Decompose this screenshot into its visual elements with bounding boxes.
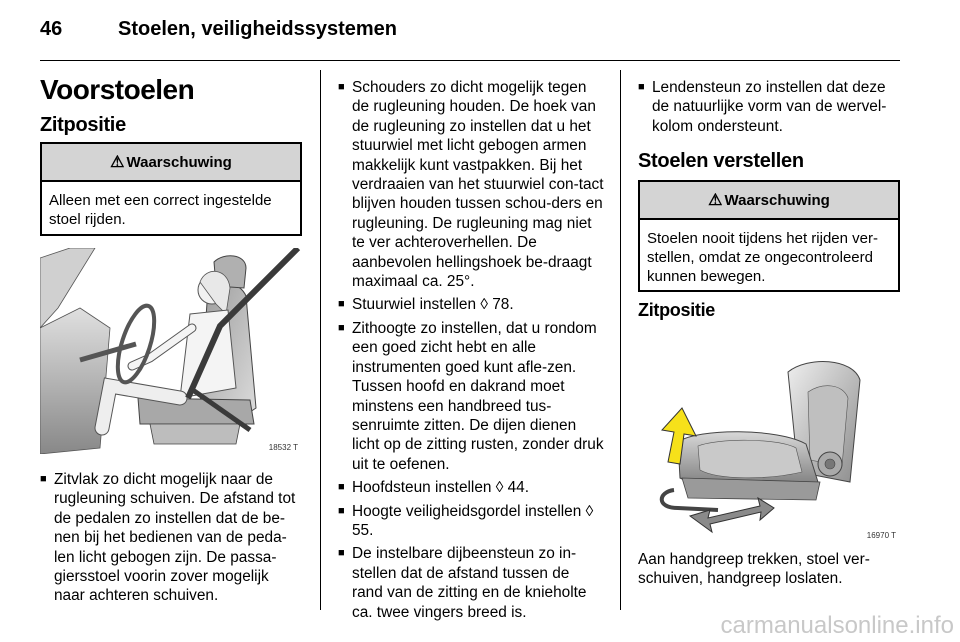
warning-box [638, 180, 900, 292]
driver-seat-illustration [40, 248, 302, 454]
bullet-list [638, 78, 900, 140]
page-title: Stoelen, veiligheidssystemen [118, 18, 397, 40]
list-item: ■ Hoofdsteun instellen ◊ 44. [338, 479, 530, 497]
bullet-square-icon: ■ [638, 81, 645, 93]
list-item: ■ Lendensteun zo instellen dat deze de natuurlijke vorm van de wervel-kolom ondersteunt. [638, 79, 887, 135]
warning-triangle-icon: ⚠ [708, 192, 723, 209]
figure-caption: Aan handgreep trekken, stoel ver-schuiven, handgreep loslaten. [638, 551, 870, 588]
bullet-square-icon: ■ [40, 473, 47, 485]
list-item: ■ Zithoogte zo instellen, dat u rondom een goed zicht hebt en alle instrumenten goed kunt afle-zen. Tussen hoofd en dakrand moet minstens een handbreed tus-senruimte zitten. De dijen dienen licht op de zitting rusten, zonder druk uit te oefenen. [338, 319, 604, 473]
subsection-title: Zitpositie [40, 114, 126, 136]
figure-seat-adjust [638, 332, 900, 542]
page-number: 46 [40, 18, 63, 40]
warning-title: Waarschuwing [724, 191, 830, 209]
bullet-square-icon: ■ [338, 481, 345, 494]
seat-adjust-illustration [638, 332, 900, 542]
warning-title: Waarschuwing [126, 153, 232, 171]
warning-text: Alleen met een correct ingestelde stoel rijden. [49, 192, 272, 228]
column-divider-1 [320, 70, 321, 610]
list-item: ■ Hoogte veiligheidsgordel instellen ◊ 55. [338, 502, 594, 539]
list-item: ■ Stuurwiel instellen ◊ 78. [338, 296, 514, 314]
figure-code: 16970 T [866, 531, 896, 540]
bullet-square-icon: ■ [338, 504, 345, 517]
warning-header [42, 144, 300, 182]
bullet-list [338, 78, 604, 626]
warning-text: Stoelen nooit tijdens het rijden ver-stellen, omdat ze ongecontroleerd kunnen bewegen. [647, 230, 878, 285]
bullet-square-icon: ■ [338, 298, 345, 311]
watermark: carmanualsonline.info [720, 612, 954, 639]
page-header [40, 18, 397, 48]
header-divider [40, 60, 900, 61]
bullet-list [40, 470, 302, 610]
section-title: Voorstoelen [40, 74, 195, 105]
warning-triangle-icon: ⚠ [110, 154, 125, 171]
section-title-adjust: Stoelen verstellen [638, 150, 804, 172]
column-divider-2 [620, 70, 621, 610]
warning-header [640, 182, 898, 220]
warning-box [40, 142, 302, 236]
bullet-square-icon: ■ [338, 81, 345, 93]
bullet-square-icon: ■ [338, 321, 345, 334]
figure-seated-driver [40, 248, 302, 454]
list-item: ■ De instelbare dijbeensteun zo in-stellen dat de afstand tussen de rand van de zitting en de knieholte ca. twee vingers breed is. [338, 545, 587, 621]
subsection-title: Zitpositie [638, 300, 715, 320]
list-item: ■ Schouders zo dicht mogelijk tegen de rugleuning houden. De hoek van de rugleuning zo instellen dat u het stuurwiel met licht gebogen armen makkelijk kunt vastpakken. Bij het verdraaien van het stuurwiel con-tact blijven houden tussen schou-ders en rugleuning. De rugleuning mag niet te ver achteroverhellen. De aanbevolen hellingshoek be-draagt maximaal ca. 25°. [338, 79, 604, 291]
list-item: ■ Zitvlak zo dicht mogelijk naar de rugleuning schuiven. De afstand tot de pedalen zo instellen dat de be-nen bij het bedienen van de peda-len licht gebogen zijn. De passa-giersstoel voorin zover mogelijk naar achteren schuiven. [40, 471, 296, 605]
figure-code: 18532 T [268, 443, 298, 452]
bullet-square-icon: ■ [338, 547, 345, 560]
